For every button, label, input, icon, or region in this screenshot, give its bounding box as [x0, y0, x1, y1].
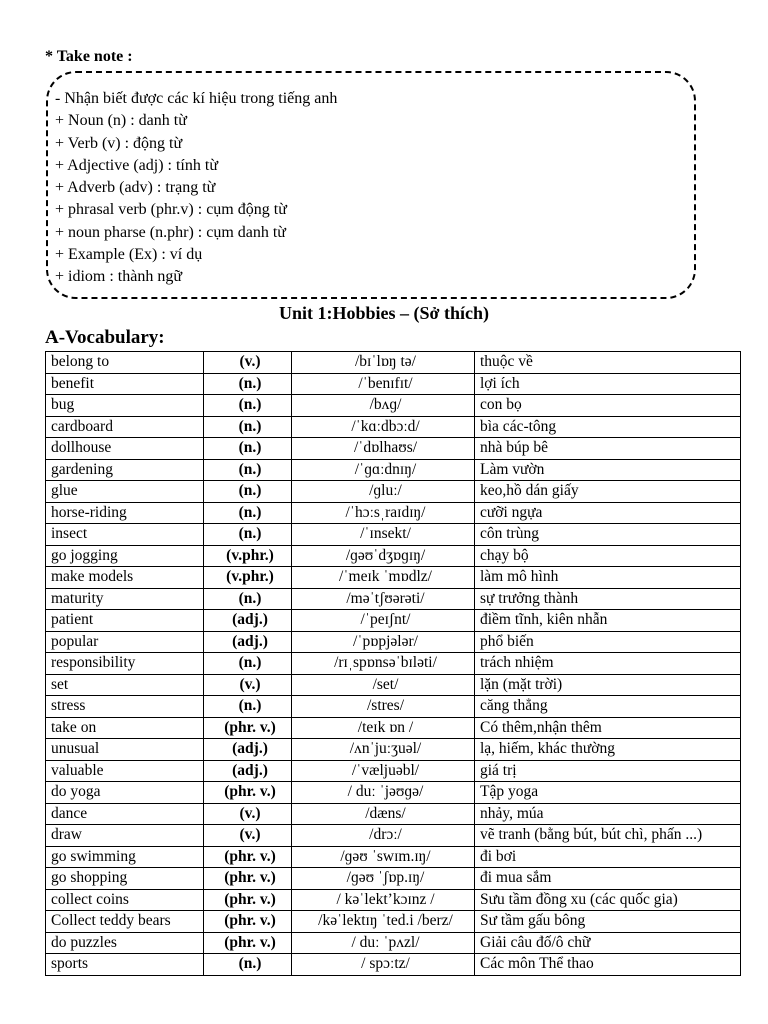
table-row	[46, 653, 741, 675]
vocab-meaning: Giải câu đố/ô chữ	[475, 932, 741, 954]
vocab-part-of-speech: (adj.)	[204, 631, 292, 653]
vocab-part-of-speech: (adj.)	[204, 610, 292, 632]
vocab-part-of-speech: (phr. v.)	[204, 717, 292, 739]
vocab-word: take on	[46, 717, 204, 739]
vocab-pronunciation: /dæns/	[292, 803, 475, 825]
vocab-word: patient	[46, 610, 204, 632]
vocab-part-of-speech: (v.)	[204, 352, 292, 374]
vocab-pronunciation: /ɡəʊ ˈswɪm.ɪŋ/	[292, 846, 475, 868]
vocab-word: draw	[46, 825, 204, 847]
vocab-meaning: Làm vườn	[475, 459, 741, 481]
vocab-part-of-speech: (phr. v.)	[204, 868, 292, 890]
vocab-meaning: Tập yoga	[475, 782, 741, 804]
section-heading: A-Vocabulary:	[45, 327, 165, 348]
vocab-word: make models	[46, 567, 204, 589]
vocab-word: set	[46, 674, 204, 696]
vocab-pronunciation: /teɪk ɒn /	[292, 717, 475, 739]
vocab-word: dollhouse	[46, 438, 204, 460]
vocab-word: popular	[46, 631, 204, 653]
vocab-meaning: côn trùng	[475, 524, 741, 546]
vocab-part-of-speech: (v.)	[204, 674, 292, 696]
vocab-meaning: Sư tầm gấu bông	[475, 911, 741, 933]
table-row	[46, 631, 741, 653]
vocab-pronunciation: /set/	[292, 674, 475, 696]
vocab-word: glue	[46, 481, 204, 503]
vocab-pronunciation: /ˈvæljuəbl/	[292, 760, 475, 782]
vocab-word: sports	[46, 954, 204, 976]
vocab-word: collect coins	[46, 889, 204, 911]
vocab-pronunciation: /ˈpɒpjələr/	[292, 631, 475, 653]
vocab-pronunciation: /ˈmeɪk ˈmɒdlz/	[292, 567, 475, 589]
vocab-meaning: keo,hồ dán giấy	[475, 481, 741, 503]
vocab-meaning: giá trị	[475, 760, 741, 782]
vocab-part-of-speech: (n.)	[204, 395, 292, 417]
vocab-part-of-speech: (phr. v.)	[204, 932, 292, 954]
table-row	[46, 674, 741, 696]
table-row	[46, 524, 741, 546]
vocab-part-of-speech: (phr. v.)	[204, 846, 292, 868]
vocab-meaning: lặn (mặt trời)	[475, 674, 741, 696]
table-row	[46, 545, 741, 567]
vocab-meaning: căng thẳng	[475, 696, 741, 718]
vocab-word: insect	[46, 524, 204, 546]
vocab-pronunciation: /rɪˌspɒnsəˈbɪləti/	[292, 653, 475, 675]
vocab-meaning: thuộc về	[475, 352, 741, 374]
table-row	[46, 846, 741, 868]
vocab-word: horse-riding	[46, 502, 204, 524]
vocab-meaning: Các môn Thể thao	[475, 954, 741, 976]
vocab-meaning: đi bơi	[475, 846, 741, 868]
note-line: + Adjective (adj) : tính từ	[55, 156, 218, 174]
vocab-part-of-speech: (n.)	[204, 438, 292, 460]
table-row	[46, 954, 741, 976]
vocab-meaning: điềm tĩnh, kiên nhẫn	[475, 610, 741, 632]
vocab-pronunciation: / kəˈlekt’kɔɪnz /	[292, 889, 475, 911]
vocab-meaning: lợi ích	[475, 373, 741, 395]
vocab-word: benefit	[46, 373, 204, 395]
vocab-word: stress	[46, 696, 204, 718]
note-line: + phrasal verb (phr.v) : cụm động từ	[55, 201, 287, 219]
vocab-pronunciation: /ˈdɒlhaʊs/	[292, 438, 475, 460]
vocab-word: gardening	[46, 459, 204, 481]
vocab-word: unusual	[46, 739, 204, 761]
vocab-word: cardboard	[46, 416, 204, 438]
vocab-pronunciation: /ˈhɔːsˌraɪdɪŋ/	[292, 502, 475, 524]
table-row	[46, 395, 741, 417]
table-row	[46, 803, 741, 825]
note-title: * Take note :	[45, 48, 133, 65]
note-list	[55, 88, 337, 289]
vocab-part-of-speech: (n.)	[204, 416, 292, 438]
vocab-word: dance	[46, 803, 204, 825]
note-line: + noun pharse (n.phr) : cụm danh từ	[55, 223, 286, 241]
vocab-word: go jogging	[46, 545, 204, 567]
table-row	[46, 438, 741, 460]
vocab-meaning: chạy bộ	[475, 545, 741, 567]
vocab-part-of-speech: (n.)	[204, 481, 292, 503]
note-line: + Noun (n) : danh từ	[55, 112, 187, 130]
table-row	[46, 868, 741, 890]
vocab-pronunciation: /ɡluː/	[292, 481, 475, 503]
vocab-part-of-speech: (v.phr.)	[204, 545, 292, 567]
vocab-word: Collect teddy bears	[46, 911, 204, 933]
vocab-meaning: trách nhiệm	[475, 653, 741, 675]
vocab-pronunciation: /ˈpeɪʃnt/	[292, 610, 475, 632]
vocab-meaning: con bọ	[475, 395, 741, 417]
table-row	[46, 567, 741, 589]
note-line: + Verb (v) : động từ	[55, 134, 183, 152]
vocab-part-of-speech: (n.)	[204, 459, 292, 481]
table-row	[46, 717, 741, 739]
vocab-pronunciation: / duː ˈpʌzl/	[292, 932, 475, 954]
vocab-part-of-speech: (n.)	[204, 954, 292, 976]
table-row	[46, 739, 741, 761]
vocab-word: do puzzles	[46, 932, 204, 954]
note-line: + Adverb (adv) : trạng từ	[55, 179, 216, 197]
vocab-meaning: Có thêm,nhận thêm	[475, 717, 741, 739]
table-row	[46, 911, 741, 933]
vocab-part-of-speech: (n.)	[204, 653, 292, 675]
vocab-part-of-speech: (phr. v.)	[204, 911, 292, 933]
table-row	[46, 825, 741, 847]
vocabulary-table-body	[46, 352, 741, 976]
vocab-pronunciation: /bɪˈlɒŋ tə/	[292, 352, 475, 374]
vocab-meaning: cưỡi ngựa	[475, 502, 741, 524]
vocab-meaning: phổ biến	[475, 631, 741, 653]
vocab-part-of-speech: (adj.)	[204, 760, 292, 782]
vocab-pronunciation: /drɔː/	[292, 825, 475, 847]
vocab-meaning: nhà búp bê	[475, 438, 741, 460]
table-row	[46, 502, 741, 524]
table-row	[46, 610, 741, 632]
vocab-word: responsibility	[46, 653, 204, 675]
vocab-part-of-speech: (v.phr.)	[204, 567, 292, 589]
note-line: + idiom : thành ngữ	[55, 268, 183, 286]
vocab-part-of-speech: (n.)	[204, 373, 292, 395]
table-row	[46, 760, 741, 782]
vocab-meaning: lạ, hiếm, khác thường	[475, 739, 741, 761]
vocab-meaning: Sưu tầm đồng xu (các quốc gia)	[475, 889, 741, 911]
vocab-pronunciation: /ʌnˈjuːʒuəl/	[292, 739, 475, 761]
table-row	[46, 932, 741, 954]
vocab-part-of-speech: (n.)	[204, 696, 292, 718]
vocab-part-of-speech: (v.)	[204, 803, 292, 825]
vocab-word: do yoga	[46, 782, 204, 804]
table-row	[46, 588, 741, 610]
vocabulary-table	[45, 351, 741, 976]
vocab-pronunciation: / spɔːtz/	[292, 954, 475, 976]
vocab-part-of-speech: (phr. v.)	[204, 889, 292, 911]
vocab-pronunciation: / duː ˈjəʊɡə/	[292, 782, 475, 804]
vocab-meaning: sự trưởng thành	[475, 588, 741, 610]
vocab-pronunciation: /ˈbenɪfɪt/	[292, 373, 475, 395]
vocab-pronunciation: /məˈtʃʊərəti/	[292, 588, 475, 610]
vocab-word: belong to	[46, 352, 204, 374]
vocab-word: valuable	[46, 760, 204, 782]
vocab-pronunciation: /ˈɪnsekt/	[292, 524, 475, 546]
vocab-meaning: bìa các-tông	[475, 416, 741, 438]
vocab-part-of-speech: (phr. v.)	[204, 782, 292, 804]
table-row	[46, 459, 741, 481]
vocab-word: go shopping	[46, 868, 204, 890]
vocab-part-of-speech: (adj.)	[204, 739, 292, 761]
vocab-meaning: đi mua sắm	[475, 868, 741, 890]
vocab-part-of-speech: (n.)	[204, 502, 292, 524]
vocab-word: bug	[46, 395, 204, 417]
table-row	[46, 352, 741, 374]
table-row	[46, 782, 741, 804]
vocab-pronunciation: /stres/	[292, 696, 475, 718]
vocab-part-of-speech: (v.)	[204, 825, 292, 847]
vocab-meaning: vẽ tranh (bằng bút, bút chì, phấn ...)	[475, 825, 741, 847]
vocab-pronunciation: /bʌɡ/	[292, 395, 475, 417]
note-line: + Example (Ex) : ví dụ	[55, 246, 203, 264]
vocab-pronunciation: /ˈɡɑːdnɪŋ/	[292, 459, 475, 481]
note-line: - Nhận biết được các kí hiệu trong tiếng anh	[55, 90, 338, 107]
vocab-part-of-speech: (n.)	[204, 588, 292, 610]
vocab-meaning: nhảy, múa	[475, 803, 741, 825]
unit-title: Unit 1:Hobbies – (Sở thích)	[279, 303, 489, 323]
vocab-pronunciation: /ɡəʊˈdʒɒɡɪŋ/	[292, 545, 475, 567]
vocab-part-of-speech: (n.)	[204, 524, 292, 546]
vocab-word: maturity	[46, 588, 204, 610]
vocab-pronunciation: /ɡəʊ ˈʃɒp.ɪŋ/	[292, 868, 475, 890]
table-row	[46, 373, 741, 395]
table-row	[46, 696, 741, 718]
table-row	[46, 416, 741, 438]
table-row	[46, 481, 741, 503]
table-row	[46, 889, 741, 911]
vocab-pronunciation: /kəˈlektɪŋ ˈted.i /berz/	[292, 911, 475, 933]
vocab-word: go swimming	[46, 846, 204, 868]
vocab-pronunciation: /ˈkɑːdbɔːd/	[292, 416, 475, 438]
vocab-meaning: làm mô hình	[475, 567, 741, 589]
